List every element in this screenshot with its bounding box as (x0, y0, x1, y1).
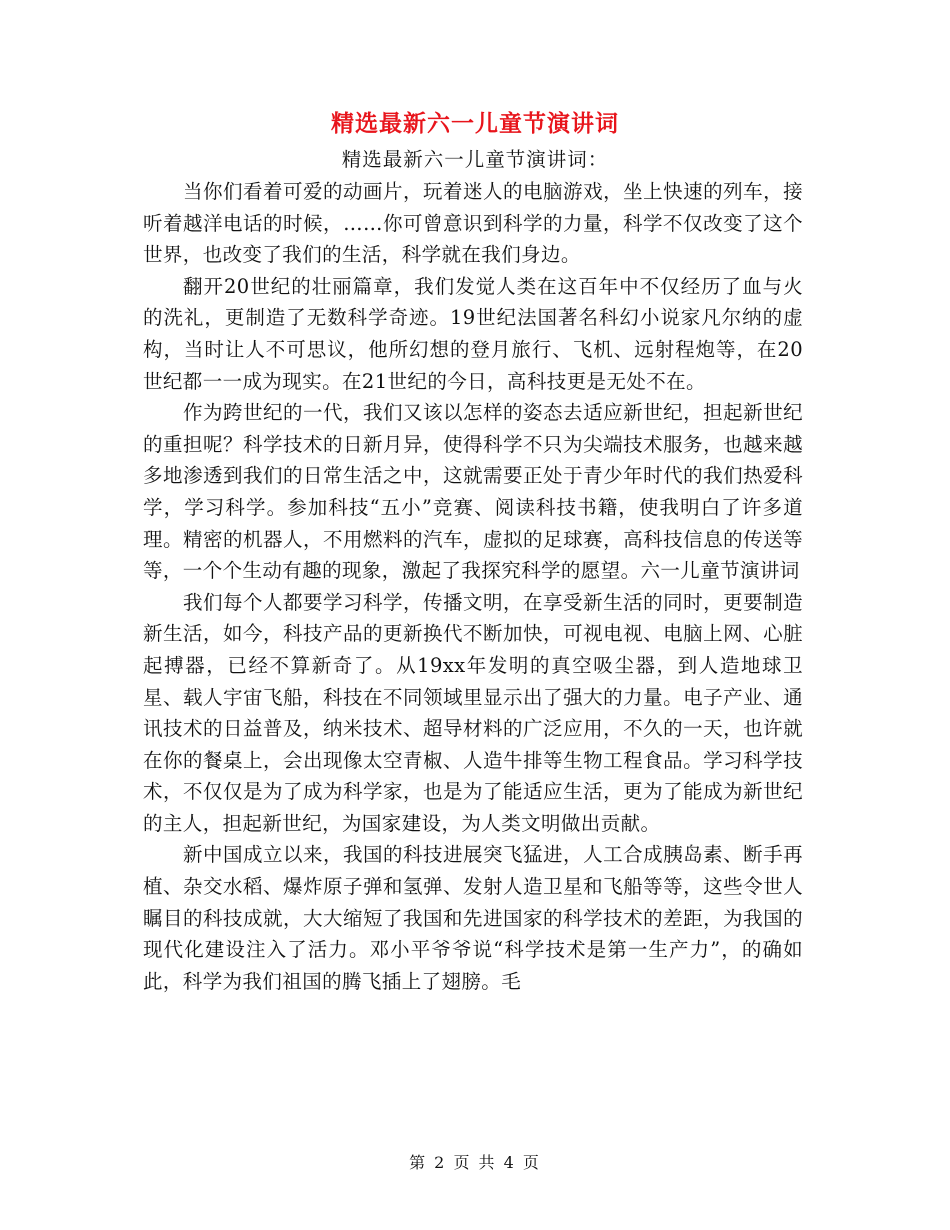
paragraph-4: 我们每个人都要学习科学，传播文明，在享受新生活的同时，更要制造新生活，如今，科技产品的更新换代不断加快，可视电视、电脑上网、心脏起搏器，已经不算新奇了。从19xx年发明的真空吸尘器，到人造地球卫星、载人宇宙飞船，科技在不同领域里显示出了强大的力量。电子产业、通讯技术的日益普及，纳米技术、超导材料的广泛应用，不久的一天，也许就在你的餐桌上，会出现像太空青椒、人造牛排等生物工程食品。学习科学技术，不仅仅是为了成为科学家，也是为了能适应生活，更为了能成为新世纪的主人，担起新世纪，为国家建设，为人类文明做出贡献。 (143, 590, 803, 835)
document-subtitle: 精选最新六一儿童节演讲词： (341, 148, 609, 171)
document-body (143, 176, 803, 997)
document-title: 精选最新六一儿童节演讲词 (331, 111, 619, 137)
paragraph-3: 作为跨世纪的一代，我们又该以怎样的姿态去适应新世纪，担起新世纪的重担呢？科学技术的日新月异，使得科学不只为尖端技术服务，也越来越多地渗透到我们的日常生活之中，这就需要正处于青少年时代的我们热爱科学，学习科学。参加科技“五小”竞赛、阅读科技书籍，使我明白了许多道理。精密的机器人，不用燃料的汽车，虚拟的足球赛，高科技信息的传送等等，一个个生动有趣的现象，激起了我探究科学的愿望。六一儿童节演讲词 (143, 401, 803, 583)
page-number-footer: 第 2 页 共 4 页 (409, 1153, 541, 1172)
paragraph-1: 当你们看着可爱的动画片，玩着迷人的电脑游戏，坐上快速的列车，接听着越洋电话的时候，……你可曾意识到科学的力量，科学不仅改变了这个世界，也改变了我们的生活，科学就在我们身边。 (143, 180, 803, 267)
paragraph-5: 新中国成立以来，我国的科技进展突飞猛进，人工合成胰岛素、断手再植、杂交水稻、爆炸原子弹和氢弹、发射人造卫星和飞船等等，这些令世人瞩目的科技成就，大大缩短了我国和先进国家的科学技术的差距，为我国的现代化建设注入了活力。邓小平爷爷说“科学技术是第一生产力”，的确如此，科学为我们祖国的腾飞插上了翅膀。毛 (143, 843, 803, 993)
paragraph-2: 翻开20世纪的壮丽篇章，我们发觉人类在这百年中不仅经历了血与火的洗礼，更制造了无数科学奇迹。19世纪法国著名科幻小说家凡尔纳的虚构，当时让人不可思议，他所幻想的登月旅行、飞机、远射程炮等，在20世纪都一一成为现实。在21世纪的今日，高科技更是无处不在。 (143, 274, 803, 393)
